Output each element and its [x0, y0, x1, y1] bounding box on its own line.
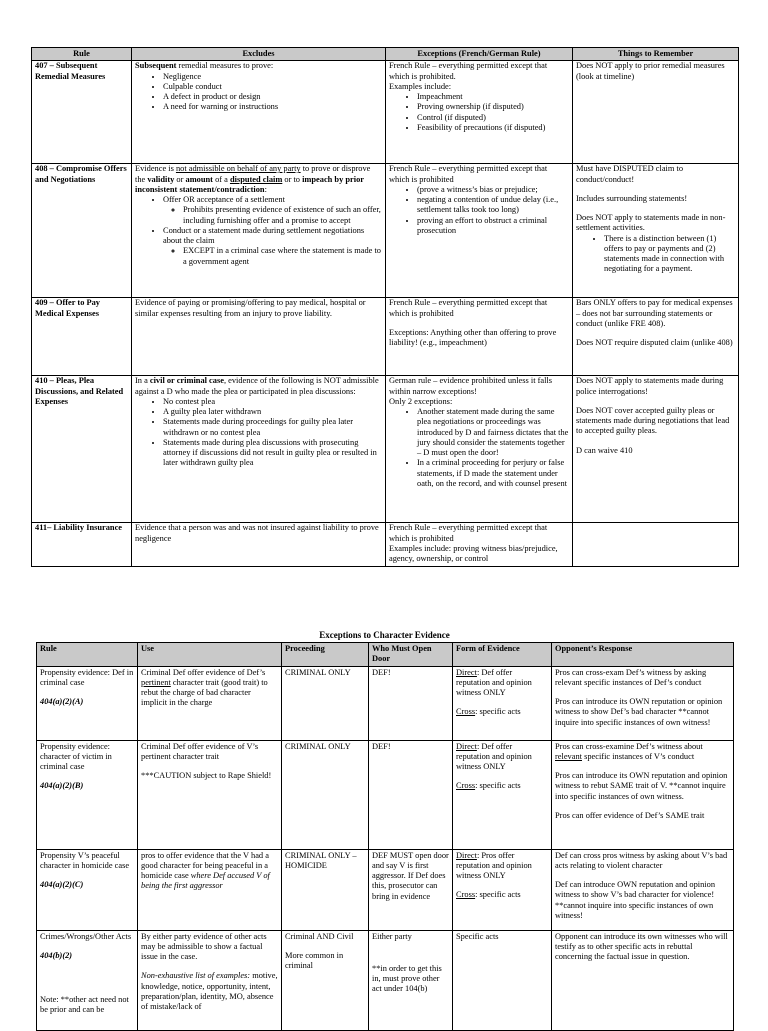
text: : specific acts: [475, 781, 521, 791]
remember-cell: [573, 523, 739, 567]
response-cell: [552, 930, 734, 1030]
text: Does NOT require disputed claim (unlike 408): [576, 338, 733, 347]
text: Pros can introduce its OWN reputation or opinion witness to show Def’s bad character **cannot inquire into specific instances of own witness!: [555, 697, 723, 727]
text: Pros can introduce its OWN reputation and opinion witness to rebut SAME trait of V. **cannot inquire into specific instances of own witness.: [555, 771, 728, 801]
text: [456, 781, 548, 791]
text: German rule – evidence prohibited unless it falls within narrow exceptions!: [389, 376, 553, 396]
list: [135, 397, 382, 469]
text: Does NOT cover accepted guilty pleas or statements made during negotiations that lead to accepted guilty pleas.: [576, 405, 730, 436]
rule-cell: 409 – Offer to Pay Medical Expenses: [32, 298, 132, 376]
use-cell: [138, 849, 282, 930]
text: Examples include: proving witness bias/prejudice, agency, ownership, or control: [389, 543, 558, 563]
rule-citation: 404(b)(2): [40, 950, 73, 960]
text: pertinent: [141, 677, 171, 687]
list: [389, 407, 569, 489]
proceeding-cell: CRIMINAL ONLY – HOMICIDE: [282, 849, 369, 930]
header-excludes: Excludes: [132, 48, 386, 61]
excludes-cell: [132, 298, 386, 376]
rule-cell: [37, 666, 138, 740]
table-row: [37, 740, 734, 849]
list-item: • Statements made during plea discussions with prosecuting attorney if discussions did not result in guilty plea or resulted in later withdrawn guilty plea: [163, 438, 382, 469]
text: Cross: [456, 781, 476, 791]
list-item: • Statements made during proceedings for guilty plea later withdrawn or no contest plea: [163, 417, 382, 438]
table-row: [32, 164, 739, 298]
text: Pros can offer evidence of Def’s SAME trait: [555, 810, 705, 820]
rule-citation: 404(a)(2)(A): [40, 697, 84, 706]
text: Propensity V’s peaceful character in homicide case: [40, 850, 130, 870]
exceptions-cell: [386, 61, 573, 164]
form-cell: Specific acts: [453, 930, 552, 1030]
text: character trait (good trait) to rebut the charge of bad character implicit in the charge: [141, 677, 268, 708]
exceptions-cell: [386, 523, 573, 567]
use-cell: [138, 930, 282, 1030]
text: [141, 971, 278, 1012]
text: Direct: [456, 667, 477, 677]
proceeding-cell: [282, 930, 369, 1030]
list-item: [163, 226, 382, 267]
text: Direct: [456, 741, 477, 751]
door-cell: DEF!: [369, 740, 453, 849]
use-cell: [138, 740, 282, 849]
sub-list: [163, 246, 382, 267]
list: [135, 195, 382, 267]
text: where Def accused V of being the first aggressor: [141, 871, 270, 891]
text: disputed claim: [229, 174, 283, 184]
text: Either party: [372, 931, 412, 941]
list-item: • Impeachment: [417, 92, 569, 102]
text: Evidence of paying or promising/offering to pay medical, hospital or similar expenses resulting from an injury to prove liability.: [135, 298, 366, 318]
text: Cross: [456, 890, 476, 900]
exceptions-cell: [386, 164, 573, 298]
rule-cell: 408 – Compromise Offers and Negotiations: [32, 164, 132, 298]
text: French Rule – everything permitted except that which is prohibited: [389, 298, 548, 318]
text: [456, 668, 548, 699]
text: amount: [185, 174, 213, 184]
rule-cell: [37, 930, 138, 1030]
character-table-header: [37, 643, 734, 667]
text: Offer OR acceptance of a settlement: [163, 195, 285, 204]
text: relevant: [555, 751, 582, 761]
list-item: • Feasibility of precautions (if disputed): [417, 123, 569, 133]
header-who-opens-door: Who Must Open Door: [369, 643, 453, 667]
text: : specific acts: [475, 890, 521, 900]
text: Bars ONLY offers to pay for medical expenses – does not bar surrounding statements or conduct (unlike FRE 408).: [576, 298, 733, 328]
text: Evidence that a person was and was not insured against liability to prove negligence: [135, 523, 379, 543]
text: : Def offer reputation and opinion witness ONLY: [456, 741, 532, 771]
rules-table: [31, 47, 739, 567]
remember-cell: [573, 298, 739, 376]
door-cell: DEF!: [369, 666, 453, 740]
table-row: [32, 523, 739, 567]
text: Does NOT apply to statements made during police interrogations!: [576, 376, 724, 396]
list-item: [163, 195, 382, 226]
text: More common in criminal: [285, 950, 344, 970]
table-row: [32, 298, 739, 376]
text: Direct: [456, 850, 477, 860]
list-item: ◦ EXCEPT in a criminal case where the statement is made to a government agent: [183, 246, 382, 267]
text: Evidence is: [135, 164, 176, 174]
text: Note: **other act need not be prior and can be: [40, 995, 129, 1015]
text: Cross: [456, 707, 476, 717]
header-form-of-evidence: Form of Evidence: [453, 643, 552, 667]
text: of a: [212, 174, 230, 184]
character-evidence-table: [36, 642, 734, 1031]
rule-cell: 410 – Pleas, Plea Discussions, and Related Expenses: [32, 376, 132, 523]
response-cell: [552, 740, 734, 849]
sub-list: [163, 205, 382, 226]
rule-citation: 404(a)(2)(C): [40, 880, 84, 889]
remember-cell: [573, 376, 739, 523]
list-item: • (prove a witness’s bias or prejudice;: [417, 185, 569, 195]
list-item: ◦ Prohibits presenting evidence of existence of such an offer, including furnishing offer and a promise to accept: [183, 205, 382, 226]
text: Def can cross pros witness by asking about V’s bad acts relating to violent character: [555, 850, 728, 870]
text: Does NOT apply to statements made in non-settlement activities.: [576, 213, 726, 233]
excludes-cell: [132, 376, 386, 523]
exceptions-cell: [386, 376, 573, 523]
list: [576, 234, 735, 275]
rule-citation: 404(a)(2)(B): [40, 781, 84, 791]
list-item: • Culpable conduct: [163, 82, 382, 92]
list-item: • A guilty plea later withdrawn: [163, 407, 382, 417]
text: French Rule – everything permitted except that which is prohibited: [389, 523, 548, 543]
form-cell: [453, 740, 552, 849]
header-exceptions: Exceptions (French/German Rule): [386, 48, 573, 61]
list-item: • No contest plea: [163, 397, 382, 407]
section-title: Exceptions to Character Evidence: [319, 630, 450, 640]
door-cell: [369, 930, 453, 1030]
list-item: • negating a contention of undue delay (i.e., settlement talks took too long): [417, 195, 569, 216]
text: By either party evidence of other acts may be admissible to show a factual issue in the case.: [141, 931, 267, 961]
form-cell: [453, 849, 552, 930]
text: Opponent can introduce its own witnesses who will testify as to other specific acts in rebuttal concerning the factual issue in question.: [555, 931, 728, 961]
list: [389, 185, 569, 236]
text: remedial measures to prove:: [176, 61, 274, 71]
list-item: • In a criminal proceeding for perjury or false statements, if D made the statement under oath, on the record, and with counsel present: [417, 458, 569, 489]
form-cell: [453, 666, 552, 740]
text: Criminal AND Civil: [285, 931, 354, 941]
rule-cell: [37, 740, 138, 849]
text: to prove or disprove the: [135, 164, 371, 184]
text: Pros can cross-exam Def’s witness by asking relevant specific instances of Def’s conduct: [555, 667, 707, 687]
rules-table-header: [32, 48, 739, 61]
text: : Pros offer reputation and opinion witness ONLY: [456, 850, 532, 880]
text: [456, 851, 548, 882]
list-item: • Control (if disputed): [417, 113, 569, 123]
list-item: • Proving ownership (if disputed): [417, 102, 569, 112]
table-row: [37, 849, 734, 930]
list-item: • There is a distinction between (1) offers to pay or payments and (2) statements made in connection with negotiating for a payment.: [604, 234, 735, 275]
door-cell: DEF MUST open door and say V is first aggressor. If Def does this, prosecutor can bring in evidence: [369, 849, 453, 930]
text: or to: [282, 174, 303, 184]
header-remember: Things to Remember: [573, 48, 739, 61]
list-item: • Another statement made during the same plea negotiations or proceedings was introduced by D and fairness dictates that the jury should consider the statements together – D must open the door!: [417, 407, 569, 458]
excludes-cell: [132, 61, 386, 164]
list: [389, 92, 569, 133]
proceeding-cell: CRIMINAL ONLY: [282, 740, 369, 849]
text: Does NOT apply to prior remedial measures (look at timeline): [576, 61, 725, 81]
list: [135, 72, 382, 113]
text: French Rule – everything permitted except that which is prohibited: [389, 164, 548, 184]
excludes-cell: [132, 164, 386, 298]
rule-cell: 407 – Subsequent Remedial Measures: [32, 61, 132, 164]
text: [555, 742, 730, 763]
text: civil or criminal case: [149, 376, 224, 386]
text: Conduct or a statement made during settlement negotiations about the claim: [163, 225, 365, 245]
rule-cell: [37, 849, 138, 930]
list-item: • A defect in product or design: [163, 92, 382, 102]
text: validity: [147, 174, 175, 184]
text: Propensity evidence: character of victim in criminal case: [40, 741, 112, 771]
text: Criminal Def offer evidence of Def’s: [141, 667, 266, 677]
text: [456, 890, 548, 900]
text: : specific acts: [475, 707, 521, 717]
header-rule: Rule: [37, 643, 138, 667]
use-cell: [138, 666, 282, 740]
text: Pros can cross-examine Def’s witness about: [555, 741, 703, 751]
text: impeach by prior inconsistent statement/contradiction: [135, 174, 364, 194]
text: specific instances of V’s conduct: [581, 751, 695, 761]
text: Non-exhaustive list of examples:: [141, 971, 251, 981]
text: Subsequent: [135, 61, 177, 71]
text: **in order to get this in, must prove other act under 104(b): [372, 963, 442, 994]
text: or: [174, 174, 186, 184]
text: Def can introduce OWN reputation and opinion witness to show V’s bad character for violence! **cannot inquire into specific instances of own witness!: [555, 880, 716, 920]
text: motive, knowledge, notice, opportunity, intent, preparation/plan, identity, MO, absence of mistake/lack of: [141, 971, 278, 1011]
text: Exceptions: Anything other than offering to prove liability! (e.g., impeachment): [389, 327, 557, 347]
text: Crimes/Wrongs/Other Acts: [40, 931, 132, 941]
header-proceeding: Proceeding: [282, 643, 369, 667]
list-item: • A need for warning or instructions: [163, 102, 382, 112]
text: ***CAUTION subject to Rape Shield!: [141, 771, 272, 780]
text: In a: [135, 376, 150, 386]
text: Criminal Def offer evidence of V’s pertinent character trait: [141, 741, 259, 761]
text: Propensity evidence: Def in criminal case: [40, 667, 134, 687]
list-item: • proving an effort to obstruct a criminal prosecution: [417, 216, 569, 237]
text: Must have DISPUTED claim to conduct/conduct!: [576, 164, 684, 184]
table-row: [32, 376, 739, 523]
table-row: [32, 61, 739, 164]
text: :: [264, 184, 267, 194]
rule-cell: 411– Liability Insurance: [32, 523, 132, 567]
response-cell: [552, 666, 734, 740]
exceptions-cell: [386, 298, 573, 376]
header-opponent-response: Opponent’s Response: [552, 643, 734, 667]
text: [456, 707, 548, 717]
response-cell: [552, 849, 734, 930]
table-row: [37, 666, 734, 740]
text: : Def offer reputation and opinion witness ONLY: [456, 667, 532, 697]
excludes-cell: [132, 523, 386, 567]
text: [456, 742, 548, 773]
text: Only 2 exceptions:: [389, 396, 453, 406]
text: Includes surrounding statements!: [576, 193, 688, 203]
header-use: Use: [138, 643, 282, 667]
text: Examples include:: [389, 81, 452, 91]
list-item: • Negligence: [163, 72, 382, 82]
text: not admissible on behalf of any party: [175, 164, 301, 174]
proceeding-cell: CRIMINAL ONLY: [282, 666, 369, 740]
text: pros to offer evidence that the V had a good character for being peaceful in a homicide case: [141, 850, 269, 880]
text: D can waive 410: [576, 445, 633, 455]
header-rule: Rule: [32, 48, 132, 61]
table-row: [37, 930, 734, 1030]
remember-cell: [573, 164, 739, 298]
text: French Rule – everything permitted except that which is prohibited.: [389, 61, 548, 81]
text: , evidence of the following is NOT admissible against a D who made the plea or participated in plea discussions:: [135, 376, 379, 396]
remember-cell: [573, 61, 739, 164]
